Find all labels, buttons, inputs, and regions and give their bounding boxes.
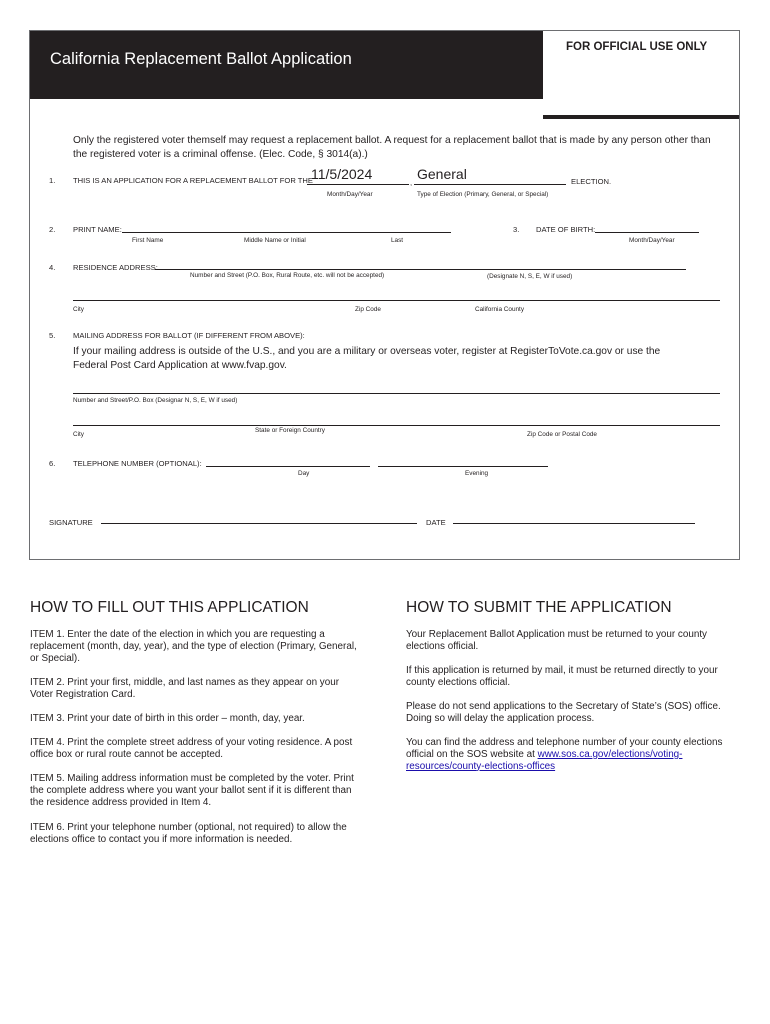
fill-item-6: ITEM 6. Print your telephone number (optional, not required) to allow the elections office to contact you if more information is needed.	[30, 822, 347, 845]
fill-item-3: ITEM 3. Print your date of birth in this order – month, day, year.	[30, 713, 305, 724]
item1-type-hint: Type of Election (Primary, General, or Special)	[417, 191, 549, 198]
item1-suffix: ELECTION.	[571, 177, 612, 186]
mailing-street-field[interactable]	[73, 393, 720, 394]
form-title: California Replacement Ballot Application	[50, 50, 352, 68]
submit-para-3: Please do not send applications to the Secretary of State’s (SOS) office. Doing so will delay the application process.	[406, 701, 721, 724]
submit-para-2: If this application is returned by mail, it must be returned directly to your county elections official.	[406, 665, 718, 688]
phone-day-hint: Day	[298, 470, 310, 477]
print-name-field[interactable]	[122, 232, 451, 233]
how-to-submit-title: HOW TO SUBMIT THE APPLICATION	[406, 599, 672, 616]
item3-label: DATE OF BIRTH:	[536, 225, 596, 234]
intro-text: Only the registered voter themself may request a replacement ballot. A request for a replacement ballot that is made by any person other than the registered voter is a criminal offense. (Elec. Code, § 3014(a).)	[73, 135, 711, 160]
item6-number: 6.	[49, 459, 56, 468]
how-to-fill-title: HOW TO FILL OUT THIS APPLICATION	[30, 599, 309, 616]
item5-label: MAILING ADDRESS FOR BALLOT (IF DIFFERENT FROM ABOVE):	[73, 331, 305, 340]
mailing-city-hint: City	[73, 431, 85, 438]
fill-item-2: ITEM 2. Print your first, middle, and last names as they appear on your Voter Registration Card.	[30, 677, 340, 700]
item6-label: TELEPHONE NUMBER (OPTIONAL):	[73, 459, 202, 468]
signature-field[interactable]	[101, 523, 417, 524]
item2-number: 2.	[49, 225, 56, 234]
mailing-zip-hint: Zip Code or Postal Code	[527, 431, 597, 438]
residence-county-hint: California County	[475, 306, 525, 313]
signature-label: SIGNATURE	[49, 518, 93, 527]
residence-street-hint: Number and Street (P.O. Box, Rural Route, etc. will not be accepted)	[190, 272, 385, 279]
fill-item-1: ITEM 1. Enter the date of the election in which you are requesting a replacement (month, day, year), and the type of election (Primary, General, or Special).	[30, 629, 357, 664]
item5-number: 5.	[49, 331, 56, 340]
submit-para-1: Your Replacement Ballot Application must be returned to your county elections official.	[406, 629, 707, 652]
election-date-value[interactable]: 11/5/2024	[311, 166, 373, 182]
signature-date-label: DATE	[426, 518, 446, 527]
submit-para-4	[406, 737, 736, 772]
item3-number: 3.	[513, 225, 520, 234]
signature-date-field[interactable]	[453, 523, 695, 524]
item4-label: RESIDENCE ADDRESS:	[73, 263, 158, 272]
phone-day-field[interactable]	[206, 466, 370, 467]
residence-street-field[interactable]	[155, 269, 686, 270]
item1-date-hint: Month/Day/Year	[327, 191, 373, 198]
mailing-state-hint: State or Foreign Country	[255, 427, 325, 434]
residence-city-hint: City	[73, 306, 85, 313]
sos-county-offices-link[interactable]: www.sos.ca.gov/elections/voting-resources/county-elections-offices	[406, 748, 683, 772]
residence-designate-hint: (Designate N, S, E, W if used)	[487, 273, 573, 280]
fill-item-5: ITEM 5. Mailing address information must be completed by the voter. Print the complete address where you want your ballot sent if it is different than the residence address provided in Item 4.	[30, 773, 354, 808]
submit-para-4-text: You can find the address and telephone number of your county elections official on the SOS website at	[406, 737, 723, 760]
phone-evening-field[interactable]	[378, 466, 548, 467]
date-of-birth-field[interactable]	[595, 232, 699, 233]
item1-label: THIS IS AN APPLICATION FOR A REPLACEMENT BALLOT FOR THE	[73, 176, 313, 185]
phone-evening-hint: Evening	[465, 470, 489, 477]
official-use-label: FOR OFFICIAL USE ONLY	[566, 41, 708, 53]
mailing-city-field[interactable]	[73, 425, 720, 426]
residence-zip-hint: Zip Code	[355, 306, 381, 313]
dob-hint: Month/Day/Year	[629, 237, 675, 244]
election-type-value[interactable]: General	[417, 166, 467, 182]
mailing-note: If your mailing address is outside of the U.S., and you are a military or overseas voter, register at RegisterToVote.ca.gov or use the Federal Post Card Application at www.fvap.gov.	[73, 346, 661, 371]
residence-city-field[interactable]	[73, 300, 720, 301]
election-date-line	[307, 184, 409, 185]
mailing-street-hint: Number and Street/P.O. Box (Designar N, S, E, W if used)	[73, 397, 238, 404]
first-name-hint: First Name	[132, 237, 164, 244]
item1-comma: ,	[410, 178, 413, 187]
item2-label: PRINT NAME:	[73, 225, 122, 234]
item4-number: 4.	[49, 263, 56, 272]
item1-number: 1.	[49, 176, 56, 185]
election-type-line	[414, 184, 566, 185]
last-name-hint: Last	[391, 237, 404, 244]
middle-name-hint: Middle Name or Initial	[244, 237, 306, 244]
fill-item-4: ITEM 4. Print the complete street address of your voting residence. A post office box or rural route cannot be accepted.	[30, 737, 353, 760]
